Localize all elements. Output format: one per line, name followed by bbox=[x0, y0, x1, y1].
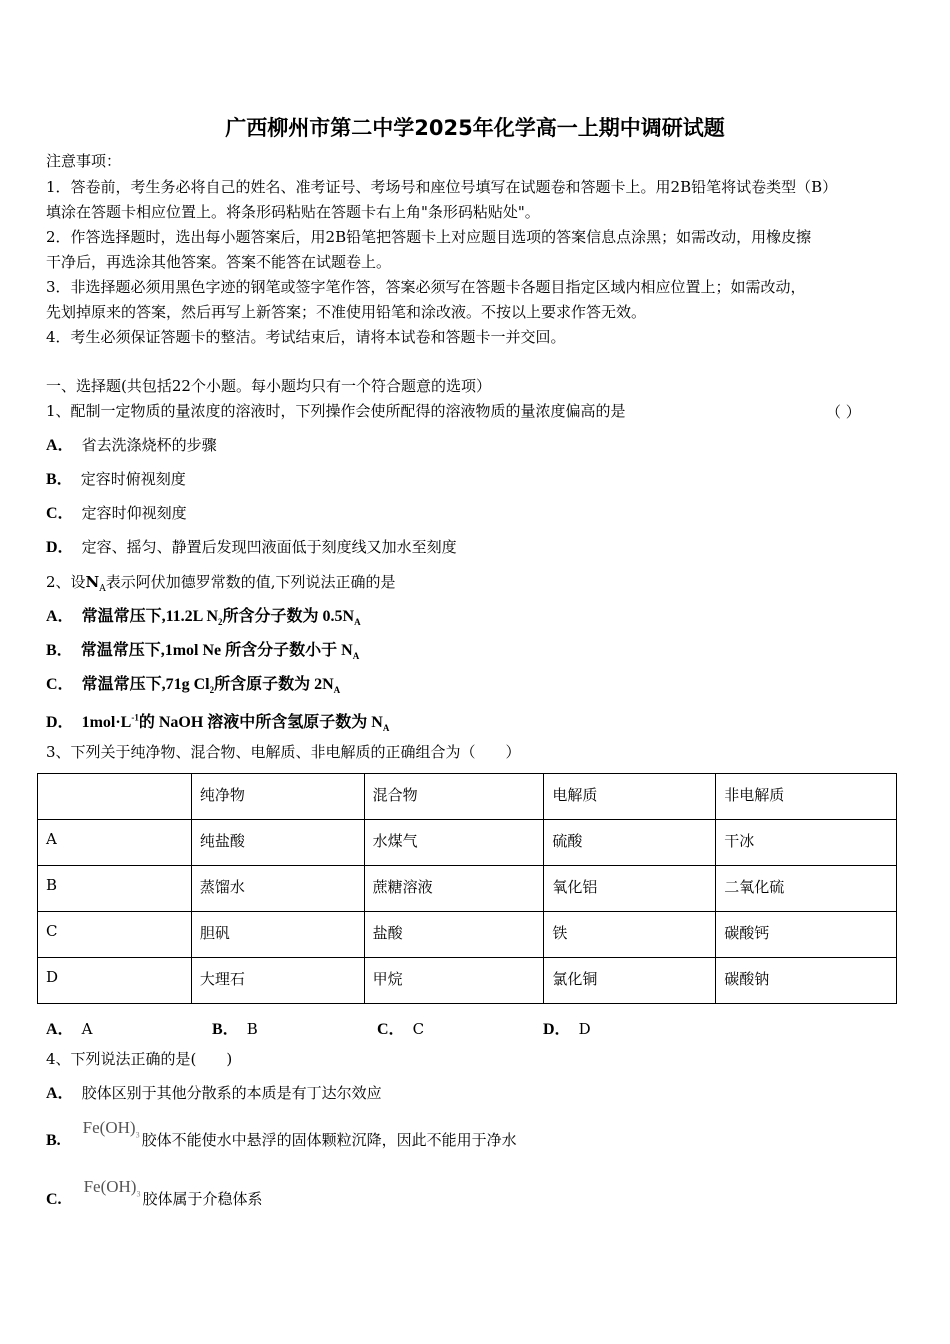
q2-option-d: D． $1mol\cdot L^{-1}$的 NaOH 溶液中所含氢原子数为 $N_A$ bbox=[46, 713, 390, 734]
table-cell: 硫酸 bbox=[544, 820, 716, 866]
q1-option-a: A． 省去洗涤烧杯的步骤 bbox=[46, 436, 217, 454]
section-heading: 一、选择题(共包括22个小题。每小题均只有一个符合题意的选项） bbox=[46, 377, 491, 395]
notice-line: 1．答卷前，考生务必将自己的姓名、准考证号、考场号和座位号填写在试题卷和答题卡上。用2B铅笔将试卷类型（B） bbox=[46, 178, 838, 196]
notice-line: 2．作答选择题时，选出每小题答案后，用2B铅笔把答题卡上对应题目选项的答案信息点涂黑；如需改动，用橡皮擦 bbox=[46, 228, 812, 246]
q1-option-d: D． 定容、摇匀、静置后发现凹液面低于刻度线又加水至刻度 bbox=[46, 538, 457, 556]
question-4-stem: 4、下列说法正确的是( ) bbox=[46, 1050, 233, 1068]
q3-option-d: D． D bbox=[543, 1020, 591, 1038]
table-cell: 胆矾 bbox=[191, 912, 364, 958]
table-cell: 碳酸钠 bbox=[716, 958, 897, 1004]
q3-option-c: C． C bbox=[377, 1020, 425, 1038]
q4-option-b: $B.Fe(OH)_3$ 胶体不能使水中悬浮的固体颗粒沉降，因此不能用于净水 bbox=[46, 1118, 517, 1149]
q3-option-b: B． B bbox=[212, 1020, 258, 1038]
table-cell: 蒸馏水 bbox=[191, 866, 364, 912]
table-cell: 纯净物 bbox=[191, 774, 364, 820]
table-row bbox=[38, 866, 897, 912]
formula-image: $Fe(OH)_3$ bbox=[82, 1118, 140, 1140]
answer-paren: （ ） bbox=[826, 403, 861, 421]
q3-option-a: A． A bbox=[46, 1020, 93, 1038]
table-cell: D bbox=[38, 958, 192, 1004]
notice-line: 干净后，再选涂其他答案。答案不能答在试题卷上。 bbox=[46, 253, 392, 271]
table-header-row bbox=[38, 774, 897, 820]
classification-table bbox=[37, 773, 897, 1004]
table-row bbox=[38, 958, 897, 1004]
table-cell: 二氧化硫 bbox=[716, 866, 897, 912]
notice-line: 先划掉原来的答案，然后再写上新答案；不准使用铅笔和涂改液。不按以上要求作答无效。 bbox=[46, 303, 647, 321]
question-3-stem: 3、下列关于纯净物、混合物、电解质、非电解质的正确组合为（ ） bbox=[46, 743, 521, 761]
table-cell: 铁 bbox=[544, 912, 716, 958]
notice-line: 3．非选择题必须用黑色字迹的钢笔或签字笔作答，答案必须写在答题卡各题目指定区域内相应位置上；如需改动， bbox=[46, 278, 806, 296]
q1-option-b: B． 定容时俯视刻度 bbox=[46, 470, 186, 488]
notice-line: 填涂在答题卡相应位置上。将条形码粘贴在答题卡右上角"条形码粘贴处"。 bbox=[46, 203, 540, 221]
q2-option-c: C． 常温常压下,71g $Cl_2$所含原子数为 $2N_A$ bbox=[46, 676, 341, 696]
table-cell: 水煤气 bbox=[364, 820, 544, 866]
question-1-stem: 1、配制一定物质的量浓度的溶液时，下列操作会使所配得的溶液物质的量浓度偏高的是 bbox=[46, 402, 626, 420]
table-cell: B bbox=[38, 866, 192, 912]
q2-option-b: B． 常温常压下,1mol Ne 所含分子数小于 $N_A$ bbox=[46, 642, 360, 662]
table-row bbox=[38, 912, 897, 958]
page-title: 广西柳州市第二中学2025年化学高一上期中调研试题 bbox=[225, 116, 725, 140]
table-cell bbox=[38, 774, 192, 820]
table-cell: C bbox=[38, 912, 192, 958]
formula-image: $Fe(OH)_3$ bbox=[83, 1177, 141, 1199]
table-cell: 非电解质 bbox=[716, 774, 897, 820]
q4-option-c: $C.Fe(OH)_3$ 胶体属于介稳体系 bbox=[46, 1177, 263, 1208]
table-cell: 大理石 bbox=[191, 958, 364, 1004]
table-cell: 盐酸 bbox=[364, 912, 544, 958]
table-cell: 碳酸钙 bbox=[716, 912, 897, 958]
notice-line: 4．考生必须保证答题卡的整洁。考试结束后，请将本试卷和答题卡一并交回。 bbox=[46, 328, 566, 346]
table-cell: 氧化铝 bbox=[544, 866, 716, 912]
q1-option-c: C． 定容时仰视刻度 bbox=[46, 504, 187, 522]
q4-option-a: A． 胶体区别于其他分散系的本质是有丁达尔效应 bbox=[46, 1084, 382, 1102]
table-cell: 纯盐酸 bbox=[191, 820, 364, 866]
table-cell: 甲烷 bbox=[364, 958, 544, 1004]
table-cell: 电解质 bbox=[544, 774, 716, 820]
table-cell: 混合物 bbox=[364, 774, 544, 820]
table-cell: 干冰 bbox=[716, 820, 897, 866]
table-cell: 氯化铜 bbox=[544, 958, 716, 1004]
notice-heading: 注意事项： bbox=[46, 152, 122, 170]
question-2-stem: 2、设$N_A$表示阿伏加德罗常数的值,下列说法正确的是 bbox=[46, 573, 396, 594]
table-cell: 蔗糖溶液 bbox=[364, 866, 544, 912]
q2-option-a: A． 常温常压下,11.2L $N_2$所含分子数为 $0.5N_A$ bbox=[46, 608, 361, 628]
table-row bbox=[38, 820, 897, 866]
table-cell: A bbox=[38, 820, 192, 866]
